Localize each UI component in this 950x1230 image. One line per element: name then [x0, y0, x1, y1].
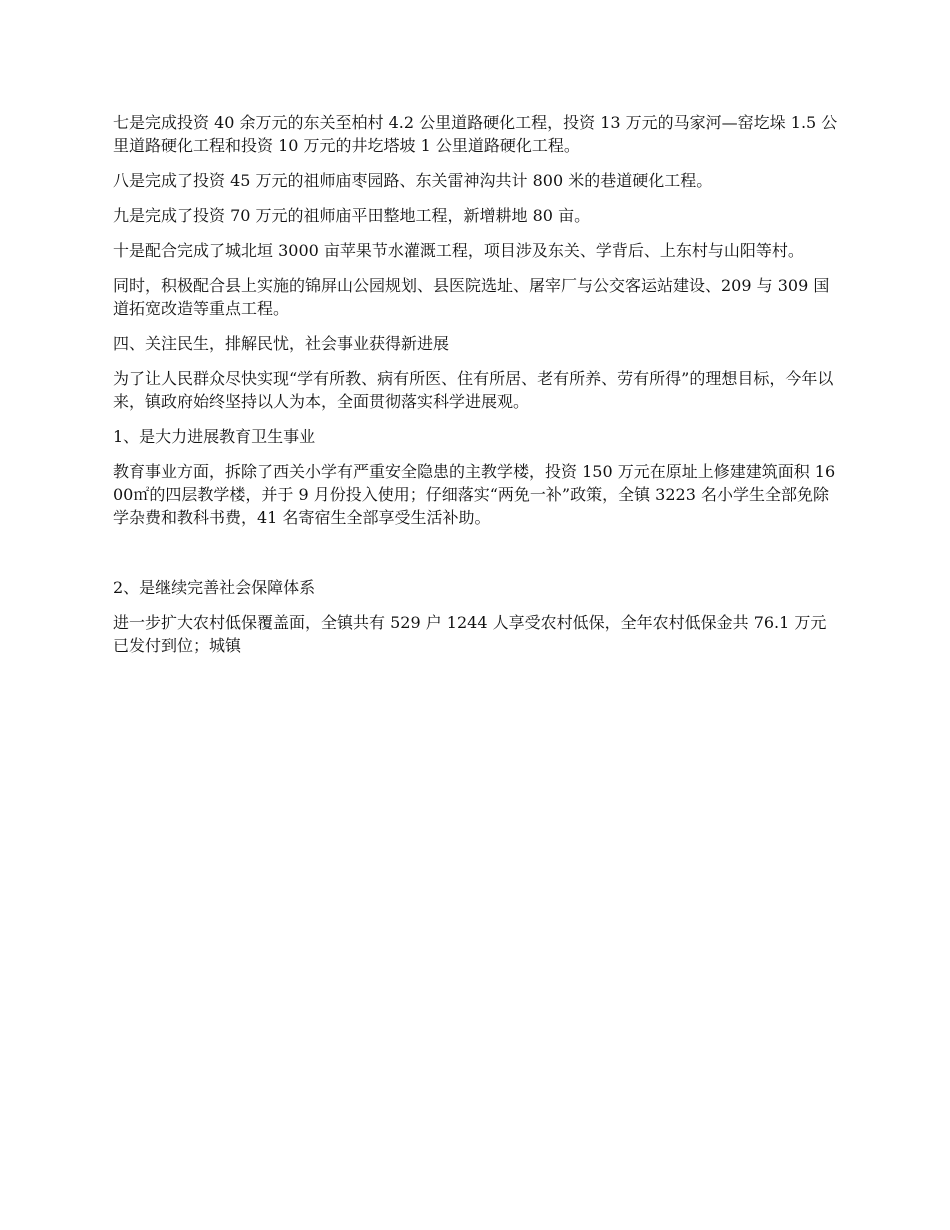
subheading-education-health: 1、是大力进展教育卫生事业: [113, 427, 316, 446]
paragraph-alley-paving: 八是完成了投资 45 万元的祖师庙枣园路、东关雷神沟共计 800 米的巷道硬化工程。: [113, 171, 713, 190]
subheading-social-security: 2、是继续完善社会保障体系: [113, 578, 316, 597]
paragraph-education: 教育事业方面，拆除了西关小学有严重安全隐患的主教学楼，投资 150 万元在原址上修建建筑面积 1600㎡的四层教学楼，并于 9 月份投入使用；仔细落实“两免一补”政策，全镇 3223 名小学生全部免除学杂费和教科书费，41 名寄宿生全部享受生活补助。: [113, 462, 836, 527]
document-body: [113, 111, 838, 669]
paragraph-social-security: 进一步扩大农村低保覆盖面，全镇共有 529 户 1244 人享受农村低保，全年农村低保金共 76.1 万元已发付到位；城镇: [113, 613, 827, 655]
paragraph-key-projects: 同时，积极配合县上实施的锦屏山公园规划、县医院选址、屠宰厂与公交客运站建设、209 与 309 国道拓宽改造等重点工程。: [113, 276, 830, 318]
paragraph-road-projects: 七是完成投资 40 余万元的东关至柏村 4.2 公里道路硬化工程，投资 13 万元的马家河—窑圪垛 1.5 公里道路硬化工程和投资 10 万元的井圪塔坡 1 公里道路硬化工程。: [113, 113, 838, 155]
paragraph-land-leveling: 九是完成了投资 70 万元的祖师庙平田整地工程，新增耕地 80 亩。: [113, 206, 591, 225]
paragraph-irrigation: 十是配合完成了城北垣 3000 亩苹果节水灌溉工程，项目涉及东关、学背后、上东村与山阳等村。: [113, 241, 804, 260]
paragraph-livelihood-intro: 为了让人民群众尽快实现“学有所教、病有所医、住有所居、老有所养、劳有所得”的理想目标，今年以来，镇政府始终坚持以人为本，全面贯彻落实科学进展观。: [113, 369, 834, 411]
blank-gap: [113, 541, 838, 576]
section-heading-livelihood: 四、关注民生，排解民忧，社会事业获得新进展: [113, 334, 450, 353]
